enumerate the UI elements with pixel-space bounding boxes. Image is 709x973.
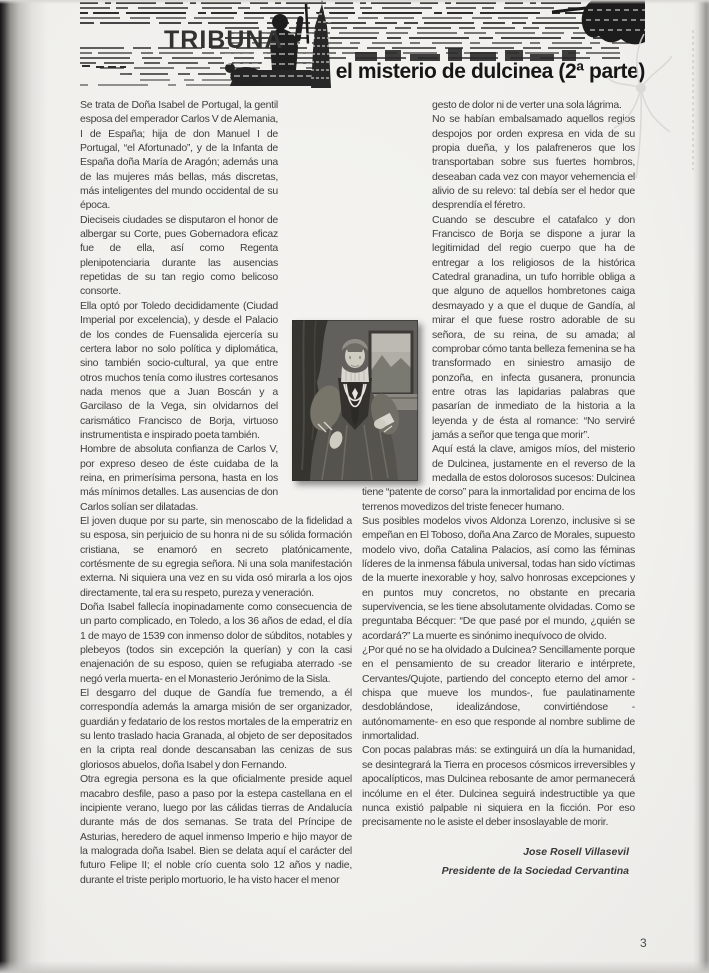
signature-role: Presidente de la Sociedad Cervantina [441,864,629,877]
paragraph: gesto de dolor ni de verter una sola lágrima. [432,99,622,111]
paragraph: Doña Isabel fallecía inopinadamente como consecuencia de un parto complicado, en Toledo, a los 36 años de edad, el día 1 de mayo de 1539 con inmenso dolor de súbditos, notables y plebeyos (todos sin excepción la querían) y con la casi enajenación de su esposo, quien se refugiaba aterrado -se negó verla muerta- en el Monasterio Jerónimo de la Sisla. [80,601,352,685]
scan-edge-bottom [0,961,709,973]
paragraph: Dieciseis ciudades se disputaron el honor de albergar su Corte, pues Gobernadora eficaz fue de ella, así como Regenta plenipotenciaria durante las ausencias repetidas de su tan regio como belicoso consorte. [80,213,278,298]
signature-author: Jose Rosell Villasevil [523,845,629,858]
edge-microtext [692,30,694,170]
paragraph: Otra egregia persona es la que oficialmente preside aquel macabro desfile, paso a paso por la estepa castellana en el incipiente verano, luego por las cálidas tierras de Andalucía durante más de dos semanas. Se trata del Príncipe de Asturias, heredero de aquel inmenso Imperio e hijo mayor de la malograda doña Isabel. Bien se delata aquí el carácter del futuro Felipe II; el noble crío cuenta solo 12 años y nadie, durante el triste periplo mortuorio, le ha visto hacer el menor [80,773,352,886]
paragraph: Ella optó por Toledo decididamente (Ciudad Imperial por excelencia), y desde el Palacio de los condes de Fuensalida ejercería su certera labor no solo política y diplomática, sino también socio-cultural, ya que entre otros muchos tenía como ilustres cortesanos nada menos que a Juan Boscán y a Garcilaso de la Vega, sin olvidarnos del carismático Francisco de Borja, virtuoso instrumentista e inspirado poeta también. [80,299,278,441]
isabel-portrait-image [292,320,418,481]
article-title: el misterio de dulcinea (2ª parte) [335,60,645,83]
paragraph: No se habían embalsamado aquellos regios despojos por orden expresa en vida de su propia dueña, y los palafreneros que los transportaban sobre sus fuertes hombros, deseaban cada vez con mayor vehemencia el alivio de su relevo: tal debía ser el hedor que desprendía el féretro. [432,113,635,212]
paragraph: Cuando se descubre el catafalco y don Francisco de Borja se dispone a jurar la legitimidad del regio cuerpo que ha de entregar a los religiosos de la histórica Catedral granadina, un tufo horrible obliga a que alguno de aquellos hombretones caiga desmayado y a que el duque de Gandía, al mirar el que fuese rostro adorable de su señora, de su reina, de su amada; al comprobar cómo tanta belleza femenina se ha transformado en siniestro amasijo de ponzoña, en infecta gusanera, pronuncia entre otras las lapidarias palabras que pasarían de inmediato de la historia a la leyenda y de ésta al romance: “No serviré jamás a señor que tenga que morir”. [432,213,635,441]
scan-edge-right [693,0,709,973]
paragraph: Con pocas palabras más: se extinguirá un día la humanidad, se desintegrará la Tierra en procesos cósmicos irreversibles y apocalípticos, mas Dulcinea rebosante de amor permanecerá incólume en el éter. Dulcinea seguirá indestructible ya que nunca existió palpable ni siquiera en la ficción. Por eso precisamente no le asiste el deber insoslayable de morir. [362,744,635,829]
cathedral-spire-icon [311,0,332,88]
page-number: 3 [640,936,647,950]
paragraph: ¿Por qué no se ha olvidado a Dulcinea? Sencillamente porque en el pensamiento de su creador literario e intérprete, Cervantes/Qujote, partiendo del concepto eterno del amor -chispa que mueve los mundos-, fue paulatinamente desdoblándose, idealizándose, convirtiéndose -autónomamente- en eso que responde al nombre sublime de inmortalidad. [362,644,635,743]
article-right-column [362,98,635,881]
show-through-ghost [606,28,676,188]
signature-block [362,843,635,881]
paragraph: El joven duque por su parte, sin menoscabo de la fidelidad a su esposa, sin perjuicio de su honra ni de su sólida formación cristiana, se enamoró en secreto platónicamente, cortésmente de su egregia señora. Ni una sola manifestación externa. Ni siquiera una vez en su vida osó mirarla a los ojos directamente, tal era su respeto, pureza y veneración. [80,514,352,599]
article-left-column [80,98,352,887]
scan-edge-left [0,0,48,973]
paragraph: Se trata de Doña Isabel de Portugal, la gentil esposa del emperador Carlos V de Alemania, I de España; hija de don Manuel I de Portugal, “el Afortunado”, y de la Infanta de España doña María de Aragón; además una de las mujeres más bellas, más discretas, más inteligentes del mundo occidental de su época. [80,99,278,212]
paragraph: Aquí está la clave, amigos míos, del misterio de Dulcinea, justamente en el reverso de la medalla de estos dolorosos sucesos: Dulcinea tiene “patente de corso” para la inmortalidad por encima de los terrenos movedizos del triste fenecer humano. [362,443,635,513]
paragraph: Hombre de absoluta confianza de Carlos V, por expreso deseo de éste cuidaba de la reina, en primerísima persona, hasta en los más mínimos detalles. Las ausencias de don Carlos solían ser dilatadas. [80,443,278,513]
section-label: TRIBUNA [164,26,284,54]
paragraph: Sus posibles modelos vivos Aldonza Lorenzo, inclusive si se empeñan en El Toboso, doña Ana Zarco de Morales, supuesto modelo vivo, doña Catalina Palacios, así como las féminas líderes de la inmensa fábula universal, todas han sido víctimas de la muerte inexorable y hoy, salvo honrosas excepciones y en puntos muy concretos, no obstante en precaria supervivencia, se les tiene absolutamente olvidadas. Como se preguntaba Bécquer: “De que pasé por el mundo, ¿quién se acordará?” La muerte es sinónimo inequívoco de olvido. [362,514,635,642]
paragraph: El desgarro del duque de Gandía fue tremendo, a él correspondía además la amarga misión de ser organizador, guardián y fedatario de los restos mortales de la emperatriz en su lento traslado hacia Granada, al objeto de ser depositados en la cripta real donde descansaban las cenizas de sus gloriosos abuelos, doña Isabel y don Fernando. [80,687,352,771]
